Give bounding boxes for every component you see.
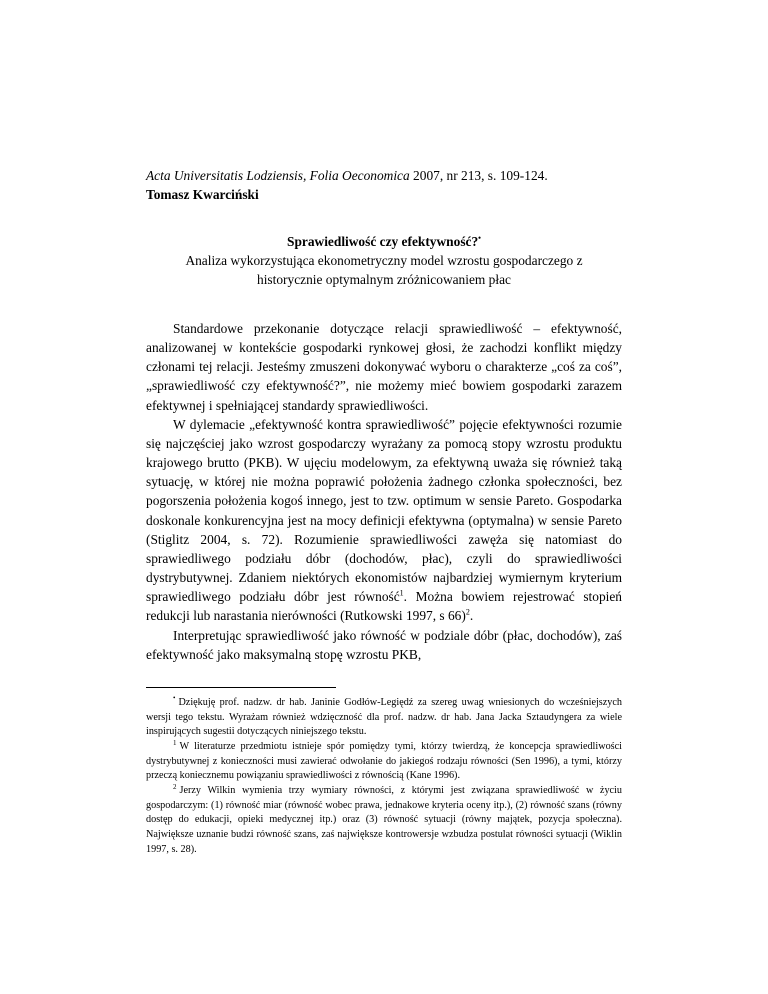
paper-subtitle-line-2: historycznie optymalnym zróżnicowaniem płac: [257, 272, 511, 287]
citation-details: 2007, nr 213, s. 109-124.: [409, 168, 548, 183]
footnote-ref-2[interactable]: 2: [465, 607, 470, 617]
paper-subtitle-line-1: Analiza wykorzystująca ekonometryczny model wzrostu gospodarczego z: [185, 253, 583, 268]
journal-name: Acta Universitatis Lodziensis, Folia Oeconomica: [146, 168, 410, 183]
footnote-2: [146, 784, 622, 858]
paragraph-3: Interpretując sprawiedliwość jako równość w podziale dóbr (płac, dochodów), zaś efektywność jako maksymalną stopę wzrostu PKB,: [146, 627, 622, 662]
title-block: [146, 232, 622, 289]
footnote-star-mark: •: [173, 694, 176, 703]
paragraph-1: Standardowe przekonanie dotyczące relacji sprawiedliwość – efektywność, analizowanej w kontekście gospodarki rynkowej głosi, że zachodzi konflikt między członami tej relacji. Jesteśmy zmuszeni dokonywać wyboru o charakterze „coś za coś”, „sprawiedliwość czy efektywność?”, nie możemy mieć bowiem gospodarki zarazem efektywnej i spełniającej standardy sprawiedliwości.: [146, 321, 622, 413]
citation-line: [146, 166, 622, 185]
paragraph-2: [146, 415, 622, 626]
paragraph-2-part-b: . Można bowiem rejestrować stopień redukcji lub narastania nierówności (Rutkowski 1997, s 66): [146, 589, 622, 624]
footnote-ref-1[interactable]: 1: [399, 588, 404, 598]
footnote-1: [146, 740, 622, 784]
footnote-1-mark: 1: [173, 738, 177, 747]
footnote-star-text: Dziękuję prof. nadzw. dr hab. Janinie Godłów-Legiędź za szereg uwag wniesionych do wcześniejszych wersji tego tekstu. Wyrażam również wdzięczność dla prof. nadzw. dr hab. Jana Jacka Sztaudyngera za wiele inspirujących sugestii dotyczących niniejszego tekstu.: [146, 696, 622, 738]
footnote-divider: [146, 687, 336, 688]
footnote-2-mark: 2: [173, 782, 177, 791]
page: [146, 166, 622, 858]
title-footnote-mark[interactable]: •: [478, 233, 481, 243]
paper-title-text: Sprawiedliwość czy efektywność?: [287, 234, 479, 249]
author-name: Tomasz Kwarciński: [146, 187, 259, 202]
paragraph-2-part-a: W dylemacie „efektywność kontra sprawiedliwość” pojęcie efektywności rozumie się najczęściej jako wzrost gospodarczy wyrażany za pomocą stopy wzrostu produktu krajowego brutto (PKB). W ujęciu modelowym, za efektywną uważa się również taką sytuację, w której nie można poprawić położenia żadnego członka społeczności, bez pogorszenia położenia kogoś innego, jest to tzw. optimum w sensie Pareto. Gospodarka doskonale konkurencyjna jest na mocy definicji efektywna (optymalna) w sensie Pareto (Stiglitz 2004, s. 72). Rozumienie sprawiedliwości zawęża się natomiast do sprawiedliwego podziału dóbr (dochodów, płac), czyli do sprawiedliwości dystrybutywnej. Zdaniem niektórych ekonomistów najbardziej wymiernym kryterium sprawiedliwego podziału dóbr jest równość: [146, 416, 622, 605]
footnote-1-text: W literaturze przedmiotu istnieje spór pomiędzy tymi, którzy twierdzą, że koncepcja sprawiedliwości dystrybutywnej z konieczności musi zawierać odwołanie do jakiegoś rodzaju równości (Sen 1996), a tymi, którzy przeczą koniecznemu powiązaniu sprawiedliwości z równością (Kane 1996).: [146, 740, 622, 782]
paper-title: [146, 232, 622, 251]
footnote-2-text: Jerzy Wilkin wymienia trzy wymiary równości, z którymi jest związana sprawiedliwość w życiu gospodarczym: (1) równość miar (równość wobec prawa, jednakowe kryteria oceny itp.), (2) równość szans (równy dostęp do edukacji, opieki medycznej itp.) oraz (3) równość sytuacji (równy majątek, pozycja społeczna). Największe uznanie budzi równość szans, zaś największe kontrowersje wzbudza postulat równości sytuacji (Wiklin 1997, s. 28).: [146, 785, 622, 855]
paragraph-2-part-c: .: [469, 608, 474, 624]
footnote-star: [146, 696, 622, 740]
